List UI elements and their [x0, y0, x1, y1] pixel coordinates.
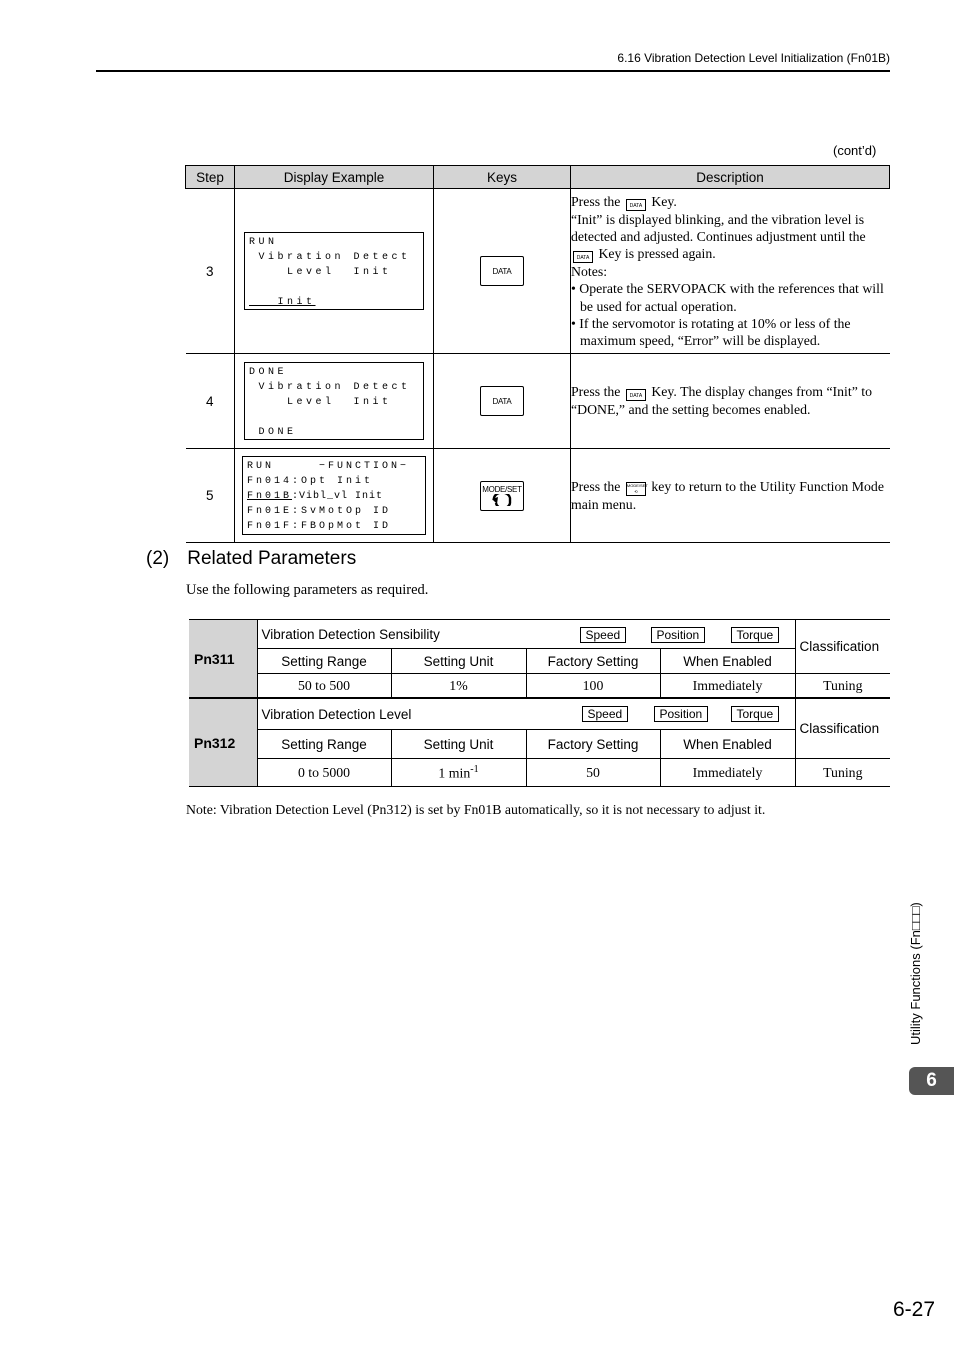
section-number: (2): [146, 548, 170, 569]
display-line: RUN: [249, 237, 278, 248]
keys-cell: [434, 449, 571, 543]
step-number: 5: [186, 449, 235, 543]
display-line: [247, 489, 425, 504]
display-line: Vibration Detect: [249, 252, 411, 263]
setting-range-value: 50 to 500: [257, 674, 391, 698]
col-header-description: Description: [571, 166, 890, 189]
parameter-table-pn311: [189, 619, 890, 698]
mode-set-key-icon: MODE/SET ⟲: [626, 482, 648, 494]
position-tag: Position: [651, 627, 706, 643]
return-arrow-icon: [491, 494, 513, 506]
display-line: DONE: [249, 427, 297, 438]
classification-header: Classification: [795, 620, 890, 674]
desc-text: Key is pressed again.: [598, 246, 716, 262]
description-cell: [571, 354, 890, 449]
display-line: [249, 295, 423, 310]
display-example-cell: [235, 354, 434, 449]
display-line: Fn014:Opt Init: [247, 476, 374, 487]
step-row-4: [186, 354, 890, 449]
classification-value: Tuning: [795, 759, 890, 787]
factory-setting-header: Factory Setting: [526, 649, 660, 674]
setting-range-header: Setting Range: [257, 649, 391, 674]
factory-setting-value: 50: [526, 759, 660, 787]
step-number: 3: [186, 189, 235, 354]
setting-range-header: Setting Range: [257, 730, 391, 759]
display-line: [247, 459, 425, 474]
display-line: Vibration Detect: [249, 382, 411, 393]
setting-range-value: 0 to 5000: [257, 759, 391, 787]
display-text: RUN: [247, 461, 275, 472]
display-text: −FUNCTION−: [274, 461, 410, 472]
parameter-name: Vibration Detection Level: [261, 706, 412, 722]
display-example-cell: [235, 449, 434, 543]
operation-steps-table: [185, 165, 890, 543]
parameter-name-cell: [257, 620, 795, 649]
section-title: Related Parameters: [187, 548, 357, 569]
unit-superscript: -1: [470, 763, 479, 775]
operator-display: [242, 456, 426, 535]
torque-tag: Torque: [731, 706, 780, 722]
header-section-title: 6.16 Vibration Detection Level Initialization (Fn01B): [617, 51, 890, 65]
desc-text: Key. The display changes from “Init” to “DONE,” and the setting becomes enabled.: [571, 384, 873, 418]
chapter-side-label: Utility Functions (Fn□□□): [908, 902, 923, 1045]
when-enabled-header: When Enabled: [660, 730, 795, 759]
setting-unit-header: Setting Unit: [391, 730, 526, 759]
description-cell: [571, 449, 890, 543]
steps-header-row: [186, 166, 890, 189]
desc-text: “Init” is displayed blinking, and the vibration level is detected and adjusted. Continues adjustment until the: [571, 211, 866, 244]
parameter-number: Pn311: [189, 620, 257, 698]
display-line: [249, 410, 423, 425]
keys-cell: [434, 189, 571, 354]
notes-label: Notes:: [571, 264, 608, 280]
description-cell: [571, 189, 890, 354]
mode-set-key-label: MODE/SET: [482, 485, 522, 494]
col-header-step: Step: [186, 166, 235, 189]
setting-unit-value: [391, 759, 526, 787]
mode-set-key: [480, 481, 524, 511]
operator-display: [244, 362, 424, 440]
desc-text: Press the: [571, 384, 621, 400]
desc-text: Press the: [571, 193, 621, 209]
step-row-3: [186, 189, 890, 354]
when-enabled-value: Immediately: [660, 759, 795, 787]
col-header-display: Display Example: [235, 166, 434, 189]
continued-label: (cont’d): [833, 143, 877, 158]
related-parameters-heading: [146, 548, 356, 570]
speed-tag: Speed: [580, 627, 627, 643]
selected-function: Fn01B: [247, 491, 293, 502]
display-line: Fn01F:FBOpMot ID: [247, 521, 392, 532]
step-number: 4: [186, 354, 235, 449]
data-key: DATA: [480, 386, 524, 416]
display-line: Fn01E:SvMotOp ID: [247, 506, 392, 517]
torque-tag: Torque: [731, 627, 780, 643]
classification-value: Tuning: [795, 674, 890, 698]
display-example-cell: [235, 189, 434, 354]
parameter-number: Pn312: [189, 699, 257, 787]
classification-header: Classification: [795, 699, 890, 759]
chapter-tab: 6: [909, 1067, 954, 1095]
unit-text: 1 min: [438, 765, 471, 781]
note-item: • Operate the SERVOPACK with the references that will be used for actual operation.: [571, 281, 884, 314]
step-row-5: [186, 449, 890, 543]
blinking-init-text: Init: [249, 297, 316, 308]
data-key-icon: DATA: [573, 251, 593, 263]
factory-setting-value: 100: [526, 674, 660, 698]
setting-unit-value: 1%: [391, 674, 526, 698]
display-line: [249, 280, 423, 295]
desc-text: Key.: [651, 193, 677, 209]
parameter-name: Vibration Detection Sensibility: [261, 626, 440, 642]
intro-text: Use the following parameters as required.: [186, 582, 429, 598]
desc-text: key to return to the Utility Function Mode main menu.: [571, 478, 884, 512]
page-header: [96, 48, 890, 72]
factory-setting-header: Factory Setting: [526, 730, 660, 759]
operator-display: [244, 232, 424, 310]
data-key-icon: DATA: [626, 199, 646, 211]
display-line: DONE: [249, 367, 288, 378]
setting-unit-header: Setting Unit: [391, 649, 526, 674]
when-enabled-value: Immediately: [660, 674, 795, 698]
note-item: • If the servomotor is rotating at 10% or less of the maximum speed, “Error” will be displayed.: [571, 315, 851, 348]
display-text: :Vibl_vl Init: [292, 491, 384, 502]
parameter-table-pn312: [189, 698, 890, 787]
data-key-icon: DATA: [626, 389, 646, 401]
note-text: Note: Vibration Detection Level (Pn312) is set by Fn01B automatically, so it is not necessary to adjust it.: [186, 802, 766, 817]
keys-cell: [434, 354, 571, 449]
desc-text: Press the: [571, 478, 621, 494]
parameter-name-cell: [257, 699, 795, 730]
data-key: DATA: [480, 256, 524, 286]
page-number: 6-27: [893, 1298, 936, 1321]
col-header-keys: Keys: [434, 166, 571, 189]
display-line: Level Init: [249, 267, 392, 278]
speed-tag: Speed: [582, 706, 629, 722]
when-enabled-header: When Enabled: [660, 649, 795, 674]
display-line: Level Init: [249, 397, 392, 408]
position-tag: Position: [654, 706, 709, 722]
